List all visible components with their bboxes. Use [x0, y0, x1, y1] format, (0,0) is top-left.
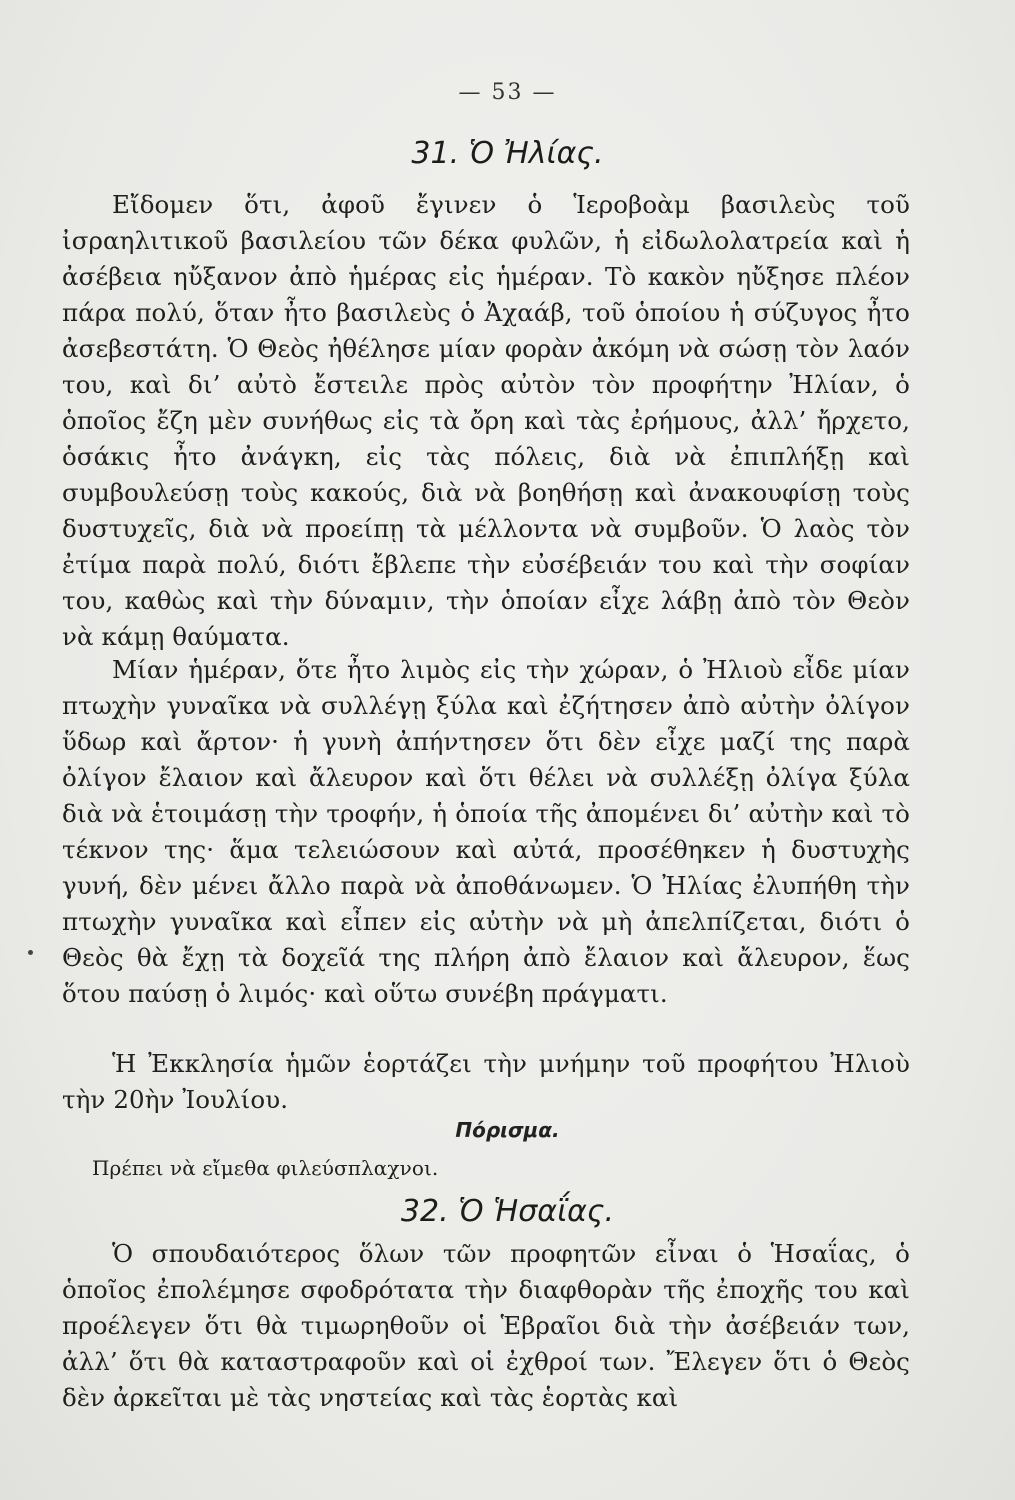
page-number: — 53 — [458, 80, 557, 105]
section-31-paragraph-2: Μίαν ἡμέραν, ὅτε ἦτο λιμὸς εἰς τὴν χώραν, ὁ Ἠλιοὺ εἶδε μίαν πτωχὴν γυναῖκα νὰ συλλέγῃ ξύλα καὶ ἐζήτησεν ἀπὸ αὐτὴν ὀλίγον ὕδωρ καὶ ἄρτον· ἡ γυνὴ ἀπήντησεν ὅτι δὲν εἶχε μαζί της παρὰ ὀλίγον ἔλαιον καὶ ἄλευρον καὶ ὅτι θέλει νὰ συλλέξῃ ὀλίγα ξύλα διὰ νὰ ἑτοιμάσῃ τὴν τροφήν, ἡ ὁποία τῆς ἀπομένει δι’ αὐτὴν καὶ τὸ τέκνον της· ἅμα τελειώσουν καὶ αὐτά, προσέθηκεν ἡ δυστυχὴς γυνή, δὲν μένει ἄλλο παρὰ νὰ ἀποθάνωμεν. Ὁ Ἠλίας ἐλυπήθη τὴν πτωχὴν γυναῖκα καὶ εἶπεν εἰς αὐτὴν νὰ μὴ ἀπελπίζεται, διότι ὁ Θεὸς θὰ ἔχῃ τὰ δοχεῖά της πλήρη ἀπὸ ἔλαιον καὶ ἄλευρον, ἕως ὅτου παύσῃ ὁ λιμός· καὶ οὕτω συνέβη πράγματι. [62, 655, 910, 1008]
section-32-paragraph-1: Ὁ σπουδαιότερος ὅλων τῶν προφητῶν εἶναι ὁ Ἡσαΐας, ὁ ὁποῖος ἐπολέμησε σφοδρότατα τὴν διαφθορὰν τῆς ἐποχῆς του καὶ προέλεγεν ὅτι θὰ τιμωρηθοῦν οἱ Ἑβραῖοι διὰ τὴν ἀσέβειάν των, ἀλλ’ ὅτι θὰ καταστραφοῦν καὶ οἱ ἐχθροί των. Ἔλεγεν ὅτι ὁ Θεὸς δὲν ἀρκεῖται μὲ τὰς νηστείας καὶ τὰς ἑορτὰς καὶ [62, 1239, 910, 1412]
section-31-paragraph-1: Εἴδομεν ὅτι, ἀφοῦ ἔγινεν ὁ Ἱεροβοὰμ βασιλεὺς τοῦ ἰσραηλιτικοῦ βασιλείου τῶν δέκα φυλῶν, ἡ εἰδωλολατρεία καὶ ἡ ἀσέβεια ηὔξανον ἀπὸ ἡμέρας εἰς ἡμέραν. Τὸ κακὸν ηὔξησε πλέον πάρα πολύ, ὅταν ἦτο βασιλεὺς ὁ Ἀχαάβ, τοῦ ὁποίου ἡ σύζυγος ἦτο ἀσεβεστάτη. Ὁ Θεὸς ἠθέλησε μίαν φορὰν ἀκόμη νὰ σώσῃ τὸν λαόν του, καὶ δι’ αὐτὸ ἔστειλε πρὸς αὐτὸν τὸν προφήτην Ἠλίαν, ὁ ὁποῖος ἔζη μὲν συνήθως εἰς τὰ ὄρη καὶ τὰς ἐρήμους, ἀλλ’ ἤρχετο, ὁσάκις ἦτο ἀνάγκη, εἰς τὰς πόλεις, διὰ νὰ ἐπιπλήξῃ καὶ συμβουλεύσῃ τοὺς κακούς, διὰ νὰ βοηθήσῃ καὶ ἀνακουφίσῃ τοὺς δυστυχεῖς, διὰ νὰ προείπῃ τὰ μέλλοντα νὰ συμβοῦν. Ὁ λαὸς τὸν ἐτίμα παρὰ πολύ, διότι ἔβλεπε τὴν εὐσέβειάν του καὶ τὴν σοφίαν του, καθὼς καὶ τὴν δύναμιν, τὴν ὁποίαν εἶχε λάβῃ ἀπὸ τὸν Θεὸν νὰ κάμῃ θαύματα. [62, 190, 910, 651]
porisma-text: Πρέπει νὰ εἴμεθα φιλεύσπλαχνοι. [92, 1156, 439, 1180]
margin-mark [28, 950, 33, 955]
section-32-title: 32. Ὁ Ἡσαΐας. [400, 1194, 615, 1229]
porisma-title: Πόρισμα. [455, 1118, 560, 1142]
section-31-title: 31. Ὁ Ἠλίας. [411, 136, 604, 171]
section-31-paragraph-3: Ἡ Ἐκκλησία ἡμῶν ἑορτάζει τὴν μνήμην τοῦ προφήτου Ἠλιοὺ τὴν 20ὴν Ἰουλίου. [62, 1049, 910, 1114]
